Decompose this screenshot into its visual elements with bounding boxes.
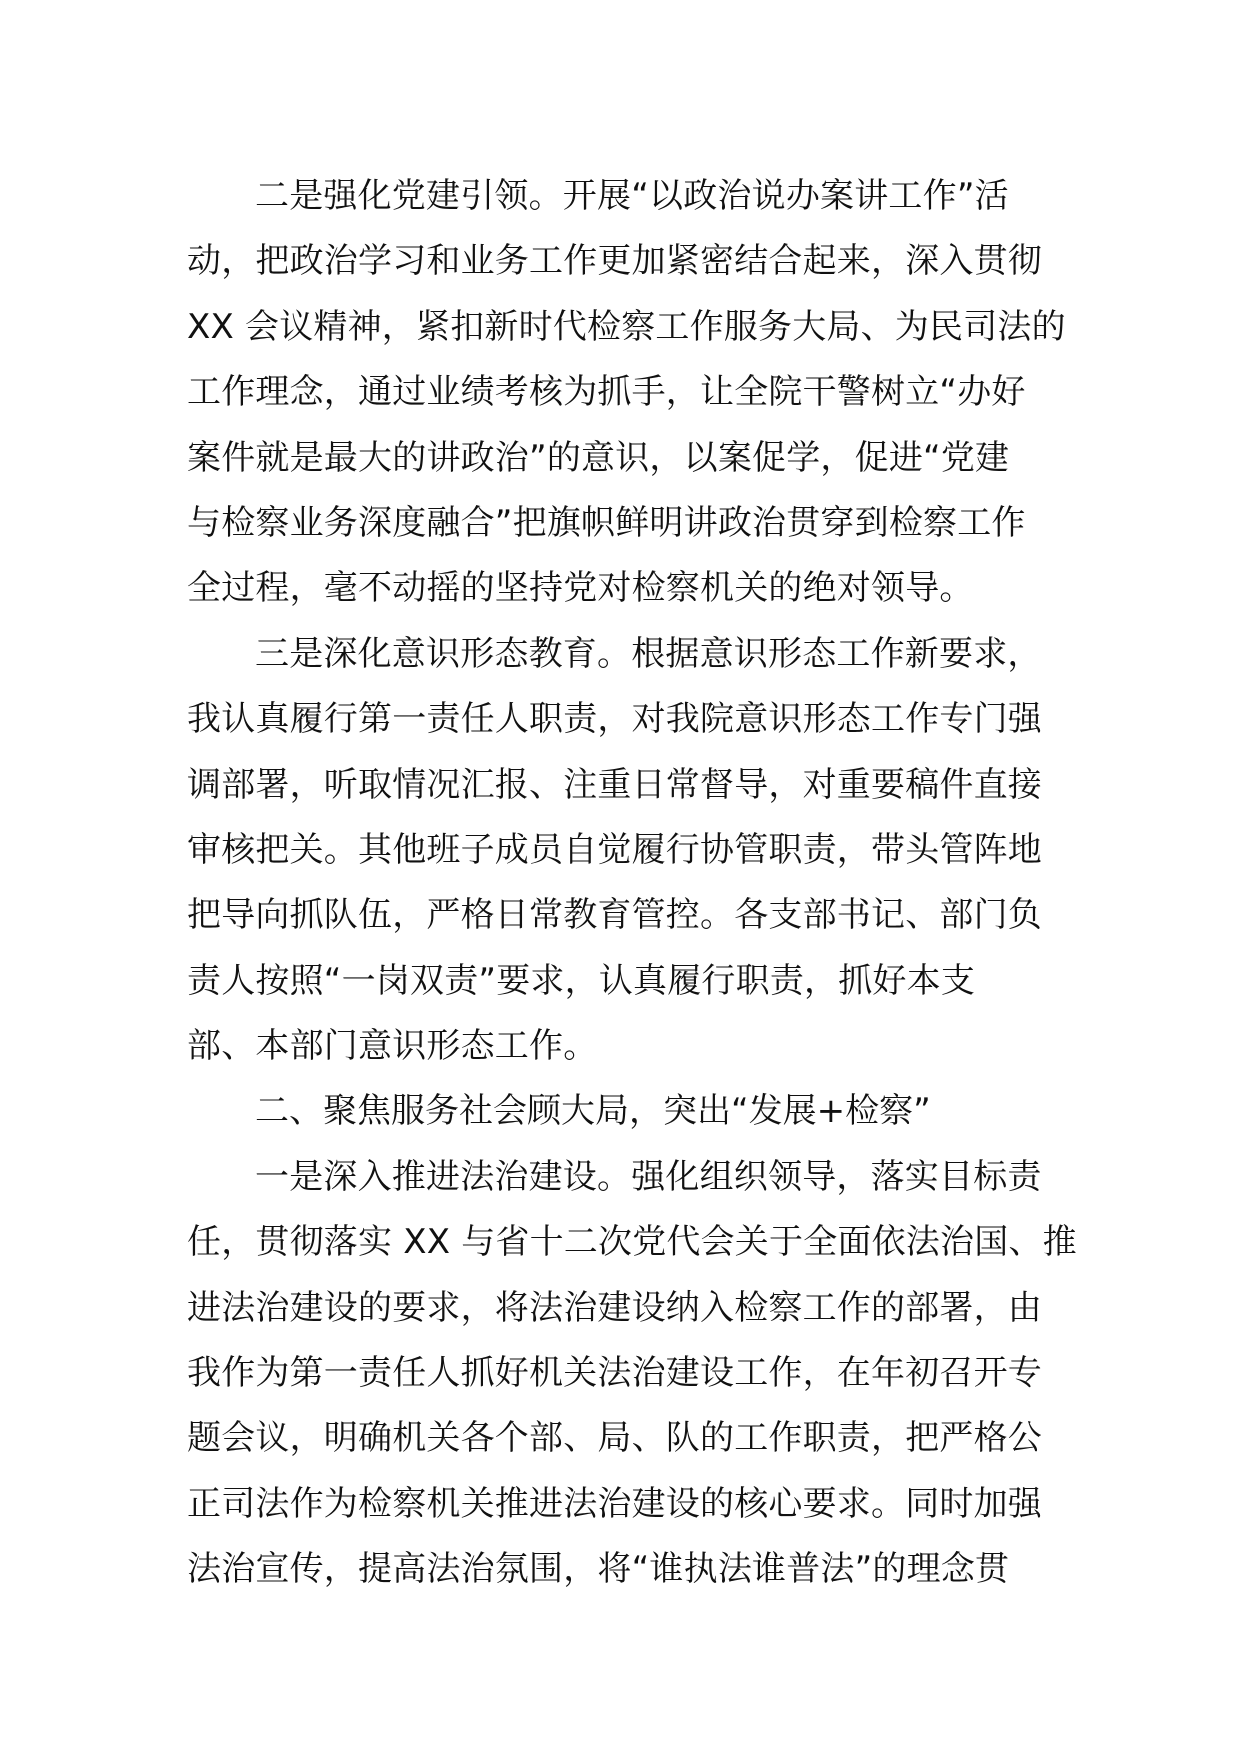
document-body (187, 164, 1077, 1603)
text-line: 调部署，听取情况汇报、注重日常督导，对重要稿件直接 (187, 764, 1042, 805)
text-line: 正司法作为检察机关推进法治建设的核心要求。同时加强 (187, 1483, 1042, 1524)
paragraph-rule-of-law (187, 1145, 1077, 1603)
text-line: 我认真履行第一责任人职责，对我院意识形态工作专门强 (187, 699, 1042, 740)
text-line: 工作理念，通过业绩考核为抓手，让全院干警树立“办好 (187, 372, 1026, 413)
paragraph-ideology-education (187, 622, 1057, 1080)
text-line: 审核把关。其他班子成员自觉履行协管职责，带头管阵地 (187, 829, 1042, 870)
text-line: 一是深入推进法治建设。强化组织领导，落实目标责 (255, 1156, 1042, 1197)
text-line: 动，把政治学习和业务工作更加紧密结合起来，深入贯彻 (187, 241, 1042, 282)
text-line: 我作为第一责任人抓好机关法治建设工作，在年初召开专 (187, 1353, 1042, 1394)
text-line: 二是强化党建引领。开展“以政治说办案讲工作”活 (255, 176, 1009, 216)
text-line: XX 会议精神，紧扣新时代检察工作服务大局、为民司法的 (187, 306, 1066, 347)
text-line: 部、本部门意识形态工作。 (187, 1026, 598, 1067)
text-line: 全过程，毫不动摇的坚持党对检察机关的绝对领导。 (187, 568, 974, 609)
paragraph-party-building (187, 164, 1066, 622)
section-heading (187, 1079, 1057, 1144)
text-line: 把导向抓队伍，严格日常教育管控。各支部书记、部门负 (187, 895, 1042, 936)
text-line: 题会议，明确机关各个部、局、队的工作职责，把严格公 (187, 1418, 1042, 1459)
text-line: 三是深化意识形态教育。根据意识形态工作新要求， (255, 633, 1042, 674)
text-line: 法治宣传，提高法治氛围，将“谁执法谁普法”的理念贯 (187, 1549, 1010, 1590)
text-line: 任，贯彻落实 XX 与省十二次党代会关于全面依法治国、推 (187, 1222, 1077, 1263)
section-heading-text: 二、聚焦服务社会顾大局，突出“发展+检察” (255, 1091, 931, 1132)
text-line: 案件就是最大的讲政治”的意识，以案促学，促进“党建 (187, 437, 1010, 478)
text-line: 进法治建设的要求，将法治建设纳入检察工作的部署，由 (187, 1287, 1042, 1328)
text-line: 与检察业务深度融合”把旗帜鲜明讲政治贯穿到检察工作 (187, 502, 1026, 543)
text-line: 责人按照“一岗双责”要求，认真履行职责，抓好本支 (187, 960, 976, 1001)
